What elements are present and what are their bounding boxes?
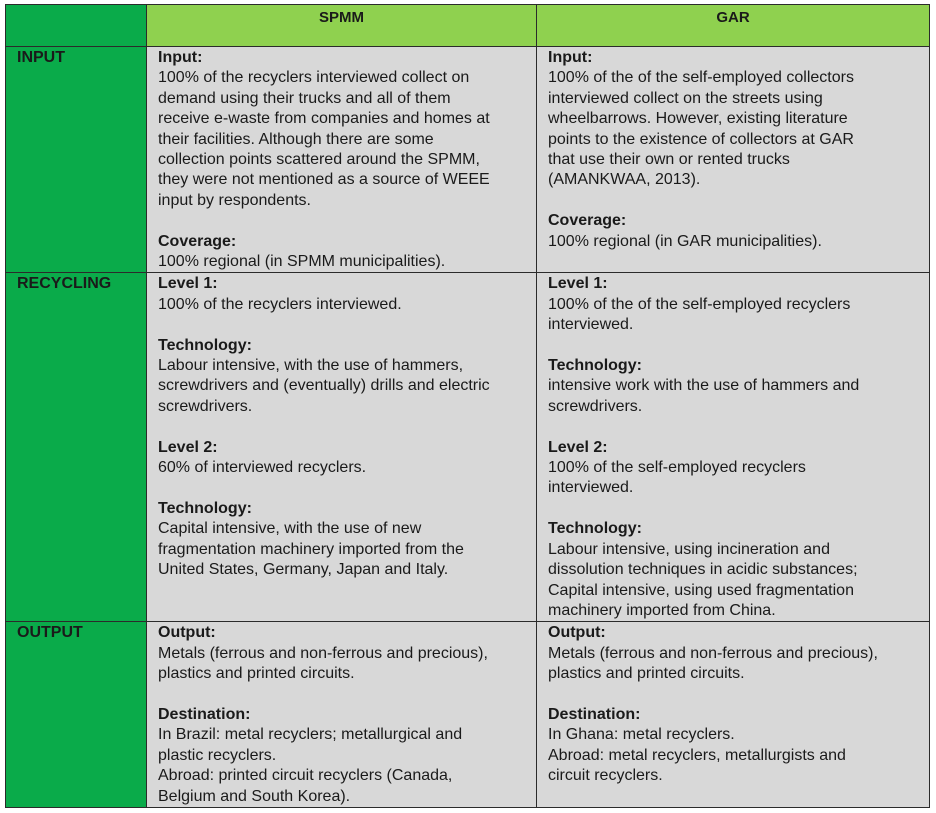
cell-recycling-spmm bbox=[147, 273, 537, 622]
cell-section bbox=[548, 438, 923, 499]
section-title: Level 1: bbox=[548, 275, 608, 293]
section-title: Input: bbox=[158, 49, 203, 66]
section-text-line: plastic recyclers. bbox=[158, 746, 277, 764]
section-text-line: Abroad: metal recyclers, metallurgists and bbox=[548, 746, 846, 764]
section-text-line: 60% of interviewed recyclers. bbox=[158, 459, 367, 477]
cell-input-spmm bbox=[147, 47, 537, 273]
section-text-line: circuit recyclers. bbox=[548, 767, 663, 785]
cell-output-gar bbox=[537, 622, 930, 808]
section-title: Coverage: bbox=[548, 212, 627, 230]
section-text-line: 100% of the of the self-employed recyclers bbox=[548, 295, 851, 313]
cell-section bbox=[548, 48, 923, 191]
column-header-gar: GAR bbox=[537, 5, 930, 47]
section-title: Destination: bbox=[548, 705, 641, 723]
section-title: Level 2: bbox=[548, 438, 608, 456]
section-text-line: fragmentation machinery imported from the bbox=[158, 540, 464, 558]
cell-section bbox=[158, 274, 530, 315]
section-text-line: machinery imported from China. bbox=[548, 601, 776, 619]
table-row-output bbox=[6, 622, 930, 808]
cell-section bbox=[548, 211, 923, 252]
section-text-line: (AMANKWAA, 2013). bbox=[548, 171, 701, 189]
section-text-line: interviewed. bbox=[548, 316, 634, 334]
section-text-line: Abroad: printed circuit recyclers (Canada, bbox=[158, 767, 453, 785]
cell-input-gar bbox=[537, 47, 930, 273]
cell-section bbox=[158, 623, 530, 684]
cell-section bbox=[158, 705, 530, 807]
section-title: Technology: bbox=[158, 499, 252, 517]
section-title: Technology: bbox=[548, 357, 642, 375]
row-header-output: OUTPUT bbox=[6, 622, 147, 808]
section-text-line: interviewed. bbox=[548, 479, 634, 497]
section-text-line: 100% regional (in SPMM municipalities). bbox=[158, 253, 446, 271]
table-row-input bbox=[6, 47, 930, 273]
cell-section bbox=[548, 274, 923, 335]
section-text-line: interviewed collect on the streets using bbox=[548, 89, 823, 107]
cell-section bbox=[548, 705, 923, 787]
section-text-line: points to the existence of collectors at GAR bbox=[548, 130, 854, 148]
section-text-line: receive e-waste from companies and homes at bbox=[158, 110, 490, 128]
cell-section bbox=[158, 48, 530, 211]
section-title: Destination: bbox=[158, 705, 251, 723]
section-text-line: they were not mentioned as a source of WEEE bbox=[158, 171, 490, 189]
section-text-line: demand using their trucks and all of them bbox=[158, 89, 451, 107]
section-text-line: collection points scattered around the SPMM, bbox=[158, 151, 480, 169]
section-text-line: 100% of the recyclers interviewed. bbox=[158, 295, 402, 313]
cell-output-spmm bbox=[147, 622, 537, 808]
section-text-line: screwdrivers. bbox=[158, 397, 253, 415]
section-title: Output: bbox=[548, 624, 606, 642]
section-text-line: 100% of the self-employed recyclers bbox=[548, 459, 806, 477]
section-text-line: wheelbarrows. However, existing literature bbox=[548, 110, 848, 128]
cell-section bbox=[548, 623, 923, 684]
section-text-line: input by respondents. bbox=[158, 191, 311, 209]
section-text-line: Metals (ferrous and non-ferrous and precious), bbox=[158, 644, 488, 662]
comparison-table bbox=[5, 4, 930, 808]
cell-section bbox=[158, 499, 530, 581]
section-title: Coverage: bbox=[158, 232, 237, 250]
section-text-line: Labour intensive, with the use of hammers, bbox=[158, 357, 464, 375]
section-text-line: that use their own or rented trucks bbox=[548, 151, 790, 169]
cell-section bbox=[158, 438, 530, 479]
section-text-line: 100% of the of the self-employed collectors bbox=[548, 69, 854, 87]
section-title: Technology: bbox=[158, 336, 252, 354]
section-text-line: United States, Germany, Japan and Italy. bbox=[158, 561, 449, 579]
header-row bbox=[6, 5, 930, 47]
section-title: Level 2: bbox=[158, 438, 218, 456]
section-text-line: Metals (ferrous and non-ferrous and precious), bbox=[548, 644, 878, 662]
section-text-line: screwdrivers. bbox=[548, 397, 643, 415]
row-header-input: INPUT bbox=[6, 47, 147, 273]
column-header-spmm: SPMM bbox=[147, 5, 537, 47]
section-text-line: Labour intensive, using incineration and bbox=[548, 540, 830, 558]
section-text-line: dissolution techniques in acidic substances; bbox=[548, 561, 858, 579]
cell-section bbox=[158, 336, 530, 418]
section-text-line: Capital intensive, with the use of new bbox=[158, 520, 422, 538]
section-title: Level 1: bbox=[158, 275, 218, 293]
cell-section bbox=[548, 519, 923, 621]
cell-recycling-gar bbox=[537, 273, 930, 622]
section-text-line: 100% of the recyclers interviewed collect on bbox=[158, 69, 470, 87]
row-header-recycling: RECYCLING bbox=[6, 273, 147, 622]
section-text-line: intensive work with the use of hammers and bbox=[548, 377, 860, 395]
section-title: Input: bbox=[548, 49, 593, 66]
section-title: Output: bbox=[158, 624, 216, 642]
section-text-line: In Ghana: metal recyclers. bbox=[548, 726, 735, 744]
section-text-line: 100% regional (in GAR municipalities). bbox=[548, 232, 822, 250]
section-text-line: plastics and printed circuits. bbox=[158, 665, 355, 683]
section-text-line: plastics and printed circuits. bbox=[548, 665, 745, 683]
corner-cell bbox=[6, 5, 147, 47]
section-text-line: screwdrivers and (eventually) drills and electric bbox=[158, 377, 490, 395]
table-row-recycling bbox=[6, 273, 930, 622]
cell-section bbox=[158, 232, 530, 273]
section-text-line: Capital intensive, using used fragmentation bbox=[548, 581, 854, 599]
section-title: Technology: bbox=[548, 520, 642, 538]
section-text-line: Belgium and South Korea). bbox=[158, 787, 351, 805]
cell-section bbox=[548, 356, 923, 417]
section-text-line: In Brazil: metal recyclers; metallurgical and bbox=[158, 726, 463, 744]
section-text-line: their facilities. Although there are some bbox=[158, 130, 434, 148]
